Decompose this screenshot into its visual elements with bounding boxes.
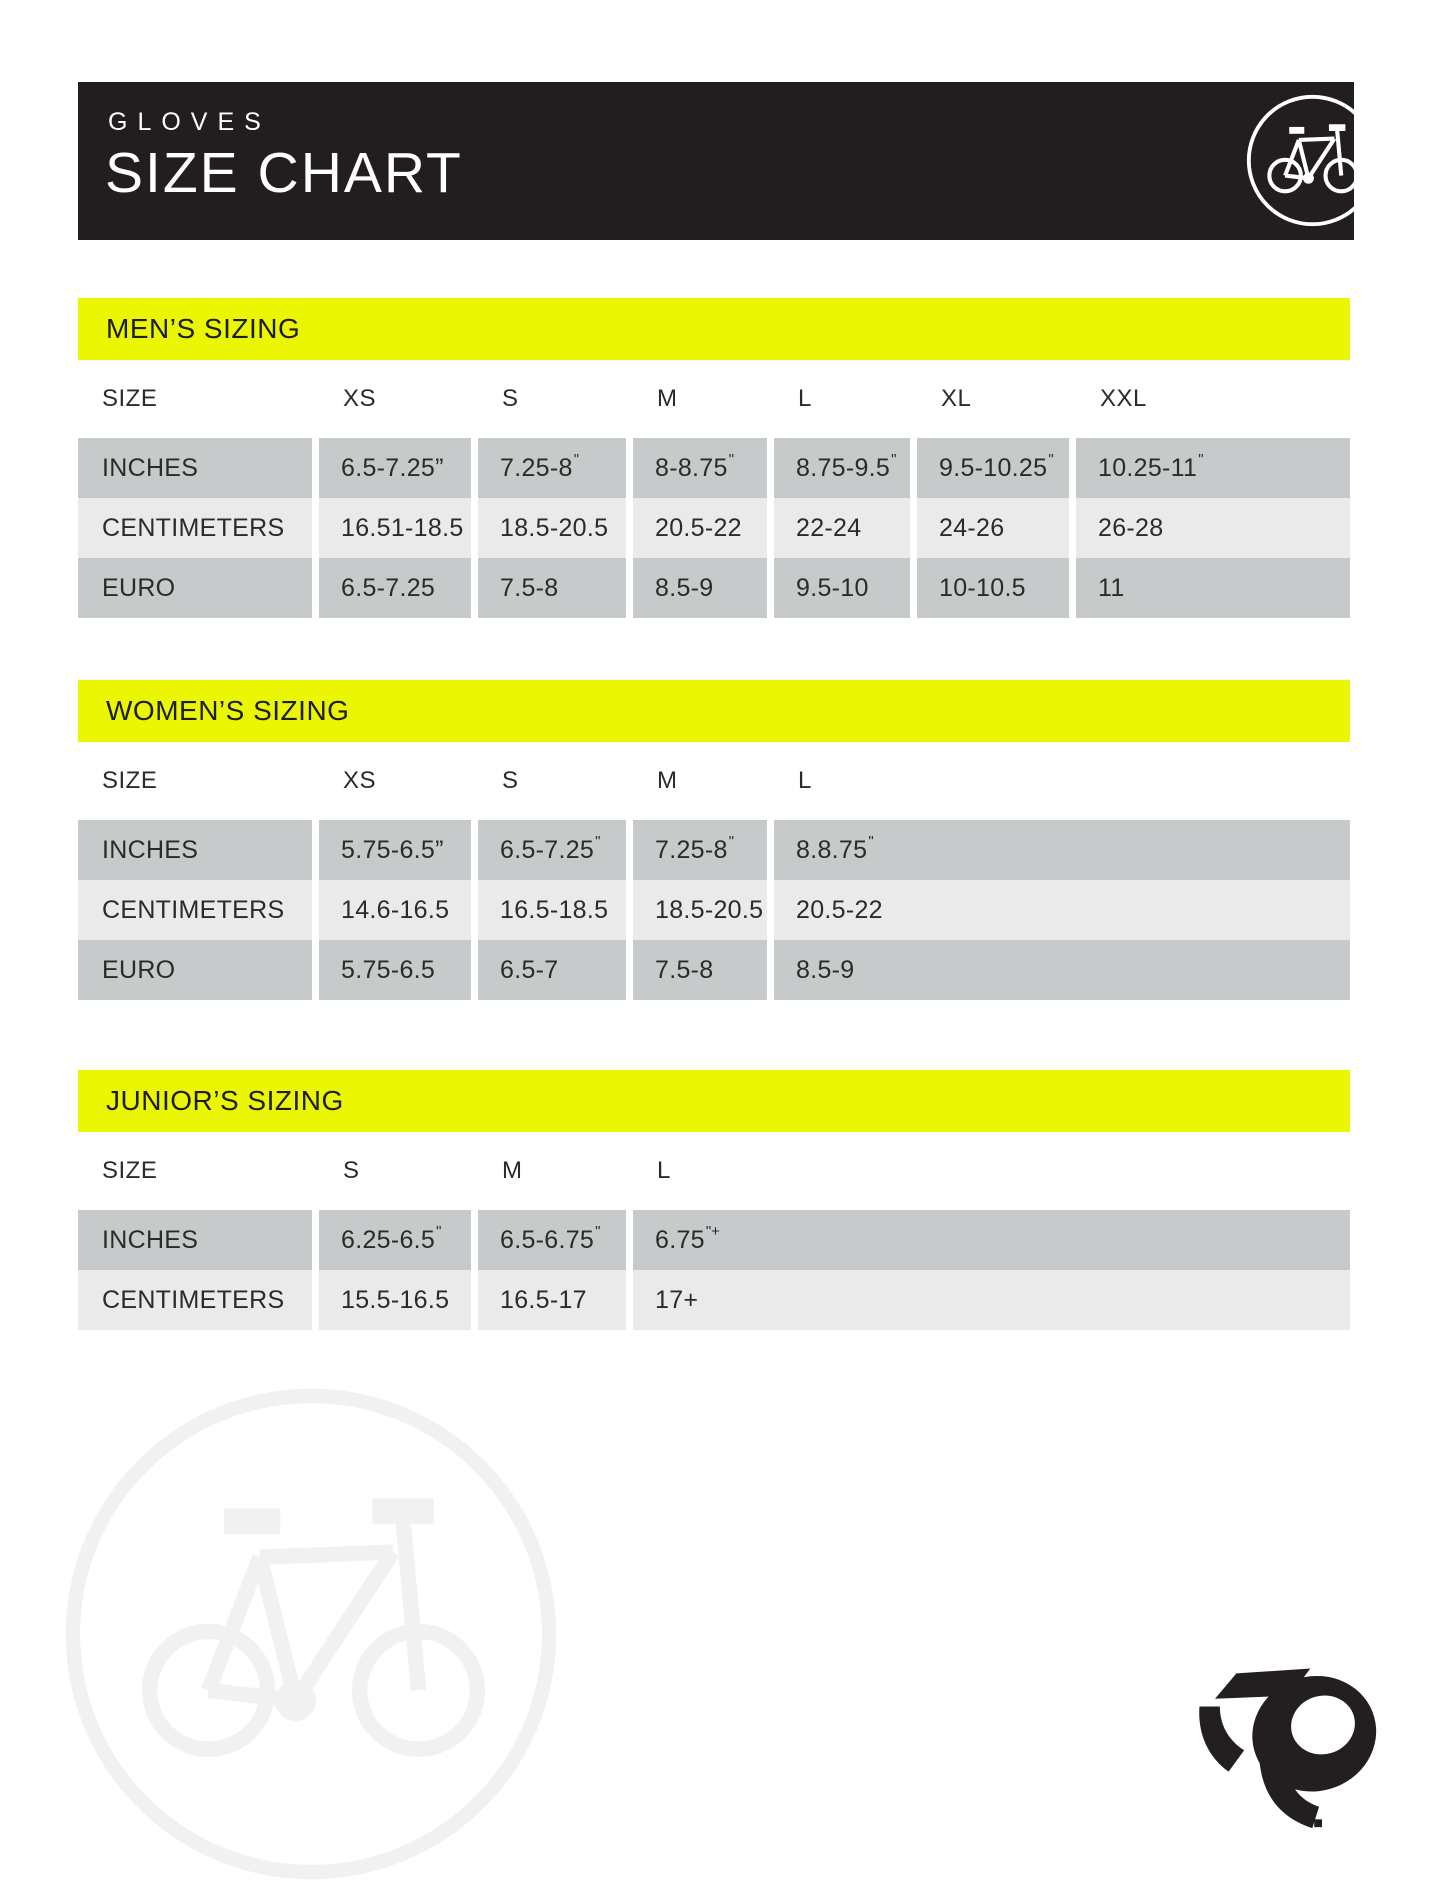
size-header-row — [78, 742, 1350, 820]
table-cell: 15.5-16.5 — [319, 1270, 471, 1330]
table-cell: 10.25-11 " — [1076, 438, 1350, 498]
row-label: CENTIMETERS — [78, 498, 312, 558]
table-cell: 5.75-6.5 — [319, 940, 471, 1000]
section-title-bar — [78, 680, 1350, 742]
table-cell: 9.5-10 — [774, 558, 910, 618]
table-cell: 14.6-16.5 — [319, 880, 471, 940]
table-cell: 16.5-17 — [478, 1270, 626, 1330]
table-row — [78, 1210, 1350, 1270]
page-header — [78, 82, 1354, 240]
size-header-row — [78, 1132, 1350, 1210]
column-header: XL — [941, 385, 972, 412]
table-cell: 8.5-9 — [774, 940, 1350, 1000]
header-kicker: GLOVES — [108, 108, 271, 136]
table-row — [78, 880, 1350, 940]
column-header: XS — [343, 385, 377, 412]
table-cell: 17+ — [633, 1270, 1350, 1330]
table-cell: 6.5-7.25 " — [478, 820, 626, 880]
row-label: EURO — [78, 558, 312, 618]
table-cell: 6.5-7.25” — [319, 438, 471, 498]
column-header: S — [502, 767, 519, 794]
page-title: SIZE CHART — [105, 141, 463, 205]
table-cell: 18.5-20.5 — [478, 498, 626, 558]
table-cell: 16.51-18.5 — [319, 498, 471, 558]
table-cell: 7.25-8 " — [633, 820, 767, 880]
table-cell: 24-26 — [917, 498, 1069, 558]
column-header: M — [502, 1157, 523, 1184]
row-label: INCHES — [78, 438, 312, 498]
table-cell: 6.5-7 — [478, 940, 626, 1000]
column-header: L — [798, 385, 812, 412]
pearl-izumi-logo — [1188, 1652, 1386, 1832]
table-cell: 8.8.75 " — [774, 820, 1350, 880]
size-header-row — [78, 360, 1350, 438]
column-header: M — [657, 767, 678, 794]
section-title-bar — [78, 1070, 1350, 1132]
section-title: MEN’S SIZING — [106, 313, 301, 344]
table-row — [78, 820, 1350, 880]
table-cell: 16.5-18.5 — [478, 880, 626, 940]
table-cell: 6.25-6.5 " — [319, 1210, 471, 1270]
column-header: L — [657, 1157, 671, 1184]
table-cell: 8-8.75 " — [633, 438, 767, 498]
bicycle-circle-icon — [1244, 92, 1354, 229]
table-cell: 6.75 "+ — [633, 1210, 1350, 1270]
table-cell: 20.5-22 — [774, 880, 1350, 940]
table-cell: 7.5-8 — [478, 558, 626, 618]
column-header: XXL — [1100, 385, 1147, 412]
section-title: JUNIOR’S SIZING — [106, 1085, 344, 1116]
table-cell: 6.5-7.25 — [319, 558, 471, 618]
table-cell: 7.25-8 " — [478, 438, 626, 498]
bicycle-circle-watermark — [55, 1378, 567, 1890]
table-row — [78, 498, 1350, 558]
column-header: XS — [343, 767, 377, 794]
row-label: INCHES — [78, 1210, 312, 1270]
table-cell: 9.5-10.25 " — [917, 438, 1069, 498]
column-header: S — [343, 1157, 360, 1184]
column-header: SIZE — [102, 767, 158, 794]
row-label: CENTIMETERS — [78, 1270, 312, 1330]
table-row — [78, 1270, 1350, 1330]
table-cell: 5.75-6.5” — [319, 820, 471, 880]
column-header: S — [502, 385, 519, 412]
table-cell: 10-10.5 — [917, 558, 1069, 618]
table-cell: 18.5-20.5 — [633, 880, 767, 940]
row-label: EURO — [78, 940, 312, 1000]
table-row — [78, 438, 1350, 498]
row-label: CENTIMETERS — [78, 880, 312, 940]
column-header: M — [657, 385, 678, 412]
juniors-sizing-section — [78, 1070, 1350, 1330]
section-title-bar — [78, 298, 1350, 360]
column-header: SIZE — [102, 1157, 158, 1184]
table-cell: 22-24 — [774, 498, 910, 558]
column-header: SIZE — [102, 385, 158, 412]
mens-sizing-section — [78, 298, 1350, 618]
section-title: WOMEN’S SIZING — [106, 695, 350, 726]
table-row — [78, 940, 1350, 1000]
column-header: L — [798, 767, 812, 794]
table-cell: 6.5-6.75 " — [478, 1210, 626, 1270]
table-cell: 11 — [1076, 558, 1350, 618]
table-cell: 20.5-22 — [633, 498, 767, 558]
womens-sizing-section — [78, 680, 1350, 1000]
table-row — [78, 558, 1350, 618]
table-cell: 8.75-9.5 " — [774, 438, 910, 498]
table-cell: 7.5-8 — [633, 940, 767, 1000]
table-cell: 8.5-9 — [633, 558, 767, 618]
table-cell: 26-28 — [1076, 498, 1350, 558]
row-label: INCHES — [78, 820, 312, 880]
